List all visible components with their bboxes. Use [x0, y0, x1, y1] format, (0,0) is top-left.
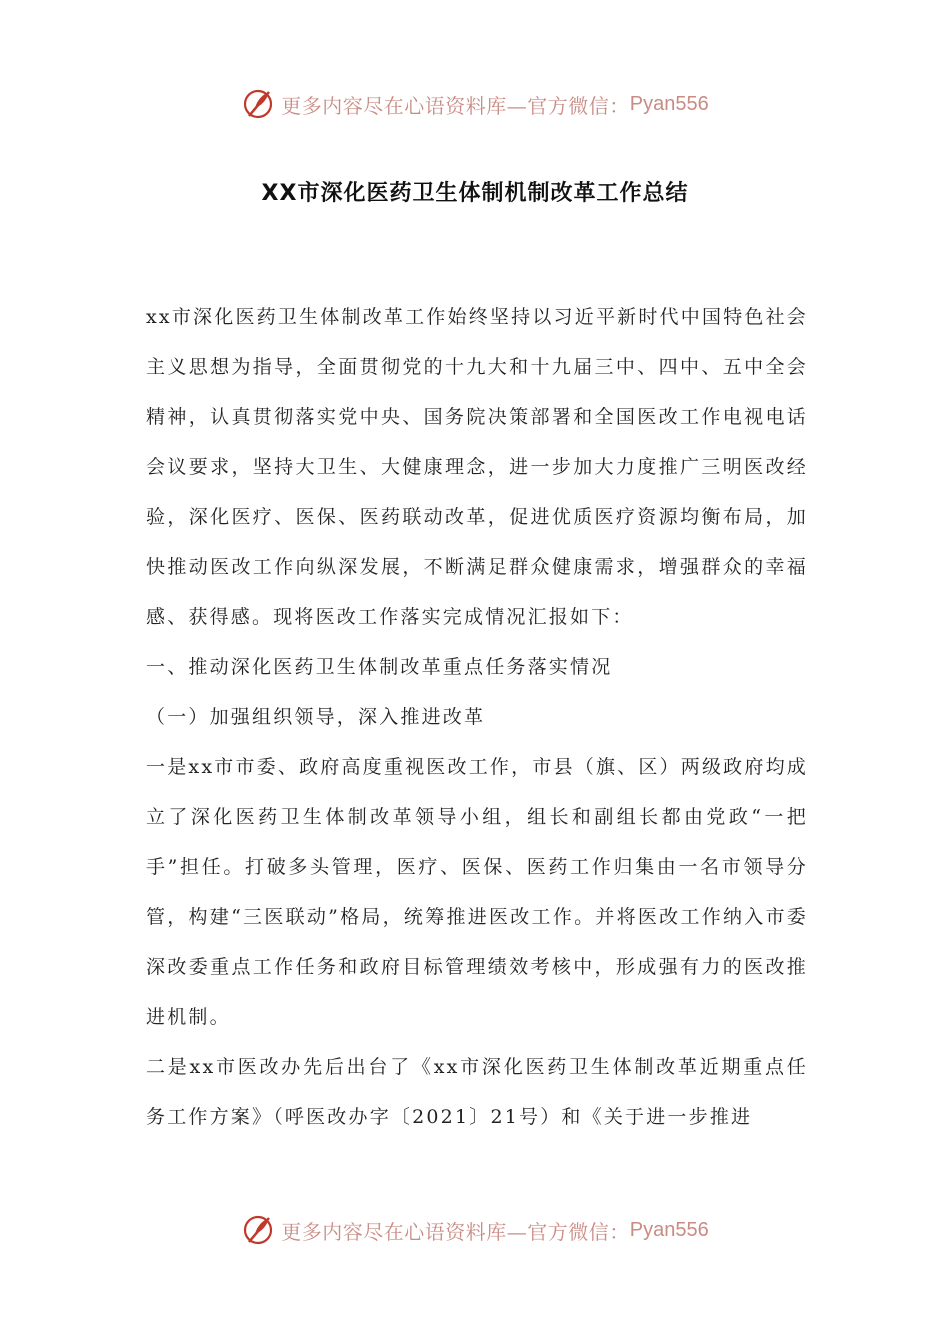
intro-paragraph: xx市深化医药卫生体制改革工作始终坚持以习近平新时代中国特色社会主义思想为指导，全面贯彻党的十九大和十九届三中、四中、五中全会精神，认真贯彻落实党中央、国务院决策部署和全国医改工作电视电话会议要求，坚持大卫生、大健康理念，进一步加大力度推广三明医改经验，深化医疗、医保、医药联动改革，促进优质医疗资源均衡布局，加快推动医改工作向纵深发展，不断满足群众健康需求，增强群众的幸福感、获得感。现将医改工作落实完成情况汇报如下： [146, 306, 808, 628]
watermark-header [0, 84, 950, 124]
paragraph-first: 一是xx市市委、政府高度重视医改工作，市县（旗、区）两级政府均成立了深化医药卫生体制改革领导小组，组长和副组长都由党政“一把手”担任。打破多头管理，医疗、医保、医药工作归集由一名市领导分管，构建“三医联动”格局，统筹推进医改工作。并将医改工作纳入市委深改委重点工作任务和政府目标管理绩效考核中，形成强有力的医改推进机制。 [146, 756, 808, 1028]
watermark-text: 更多内容尽在心语资料库—官方微信： [281, 93, 630, 118]
paragraph-second: 二是xx市医改办先后出台了《xx市深化医药卫生体制改革近期重点任务工作方案》（呼医改办字〔2021〕21号）和《关于进一步推进 [146, 1056, 808, 1128]
watermark-footer [0, 1210, 950, 1250]
quill-logo-icon [241, 86, 277, 122]
document-body [146, 292, 808, 1142]
watermark-wechat-id: Pyan556 [629, 92, 709, 115]
watermark-wechat-id: Pyan556 [629, 1218, 709, 1241]
watermark-text: 更多内容尽在心语资料库—官方微信： [281, 1219, 630, 1244]
document-title: XX市深化医药卫生体制机制改革工作总结 [261, 181, 689, 206]
quill-logo-icon [241, 1212, 277, 1248]
subsection-heading: （一）加强组织领导，深入推进改革 [146, 706, 486, 728]
section-heading: 一、推动深化医药卫生体制改革重点任务落实情况 [146, 656, 613, 678]
